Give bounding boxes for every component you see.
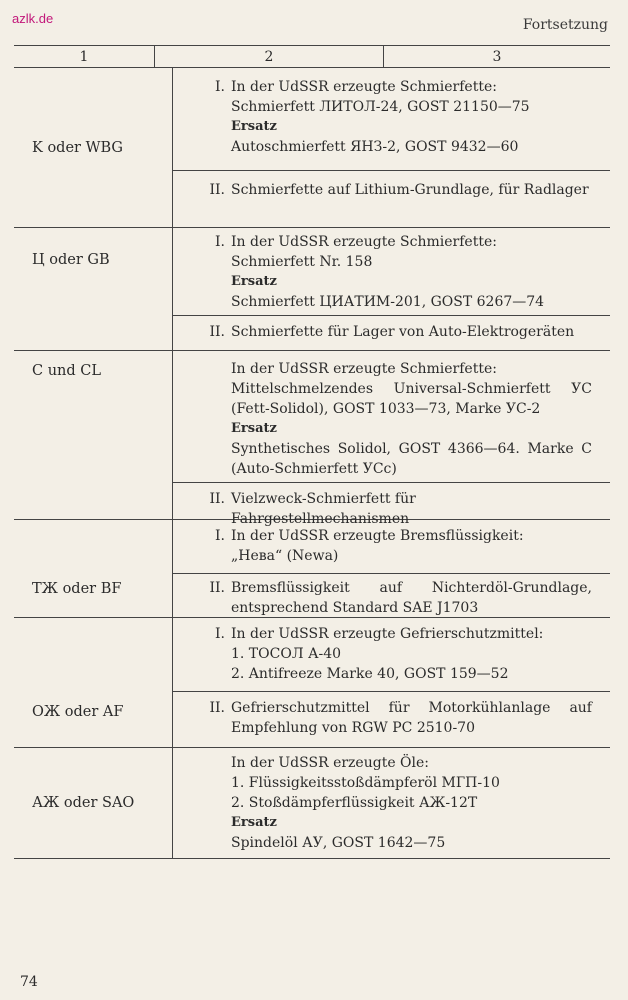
spec-item: [173, 351, 610, 482]
item-text: Schmierfett Nr. 158: [231, 254, 373, 270]
item-text: 2. Antifreeze Marke 40, GOST 159—52: [231, 666, 509, 682]
item-text: Schmierfett ЦИАТИМ-201, GOST 6267—74: [231, 294, 545, 310]
continuation-label: Fortsetzung: [522, 17, 608, 33]
code-cell: K oder WBG: [32, 139, 123, 156]
item-text: 1. ТОСОЛ А-40: [231, 646, 342, 662]
code-cell: Ц oder GB: [32, 252, 110, 268]
item-text: In der UdSSR erzeugte Schmierfette:: [231, 361, 497, 377]
column-header-3: 3: [383, 46, 610, 67]
table-row: [14, 228, 610, 351]
spec-item: [173, 315, 610, 347]
item-text: In der UdSSR erzeugte Bremsflüssigkeit:: [231, 528, 524, 544]
table-row: [14, 520, 610, 618]
item-text: In der UdSSR erzeugte Schmierfette:: [231, 234, 497, 250]
item-text: „Нева“ (Newa): [231, 548, 339, 564]
item-text: Mittelschmelzendes Universal-Schmierfett УС (Fett-Solidol), GOST 1033—73, Marke УС-2: [231, 381, 592, 417]
item-number: II.: [209, 580, 225, 596]
item-text: Autoschmierfett ЯНЗ-2, GOST 9432—60: [231, 139, 519, 155]
item-text: Gefrierschutzmittel für Motorkühlanlage auf Empfehlung von RGW PC 2510-70: [231, 700, 592, 736]
table-row: [14, 618, 610, 748]
item-text: Spindelöl АУ, GOST 1642—75: [231, 835, 446, 851]
item-text: Schmierfette auf Lithium-Grundlage, für Radlager: [231, 182, 589, 198]
item-text: 1. Flüssigkeitsstoßdämpferöl МГП-10: [231, 775, 500, 791]
item-number: I.: [215, 626, 225, 642]
item-text: In der UdSSR erzeugte Gefrierschutzmittel:: [231, 626, 544, 642]
item-number: I.: [215, 234, 225, 250]
item-text: Schmierfett ЛИТОЛ-24, GOST 21150—75: [231, 99, 530, 115]
substitute-label: Ersatz: [231, 119, 277, 134]
table-row: [14, 748, 610, 859]
item-number: II.: [209, 700, 225, 716]
spec-item: [173, 618, 610, 691]
lubricants-table: [14, 45, 610, 859]
item-number: [173, 359, 231, 379]
table-row: [14, 351, 610, 527]
item-text: Schmierfette für Lager von Auto-Elektrogeräten: [231, 324, 575, 340]
column-header-2: 2: [154, 46, 383, 67]
code-cell: ТЖ oder BF: [32, 580, 122, 597]
spec-item: [173, 520, 610, 573]
spec-item: [173, 748, 610, 858]
substitute-label: Ersatz: [231, 815, 277, 830]
spec-item: [173, 573, 610, 623]
substitute-label: Ersatz: [231, 421, 277, 436]
table-header: [14, 45, 610, 68]
table-row: [14, 68, 610, 228]
item-number: I.: [215, 79, 225, 95]
spec-item: [173, 691, 610, 743]
code-cell: C und CL: [32, 363, 101, 379]
column-header-1: 1: [79, 48, 89, 65]
item-number: [173, 753, 231, 773]
watermark: azlk.de: [12, 11, 54, 26]
spec-item: [173, 228, 610, 315]
item-text: In der UdSSR erzeugte Schmierfette:: [231, 79, 497, 95]
spec-item: [173, 68, 610, 170]
item-text: Synthetisches Solidol, GOST 4366—64. Marke C (Auto-Schmierfett УСс): [231, 441, 592, 477]
item-number: I.: [215, 528, 225, 544]
item-number: II.: [209, 324, 225, 340]
item-text: 2. Stoßdämpferflüssigkeit АЖ-12Т: [231, 795, 478, 811]
substitute-label: Ersatz: [231, 274, 277, 289]
code-cell: АЖ oder SAO: [32, 795, 135, 811]
item-number: II.: [209, 491, 225, 507]
page-number: 74: [20, 974, 38, 990]
item-text: Bremsflüssigkeit auf Nichterdöl-Grundlage, entsprechend Standard SAE J1703: [231, 580, 592, 616]
code-cell: ОЖ oder AF: [32, 703, 124, 720]
spec-item: [173, 170, 610, 205]
item-text: Vielzweck-Schmierfett für Fahrgestellmechanismen: [231, 491, 416, 527]
item-number: II.: [209, 182, 225, 198]
item-text: In der UdSSR erzeugte Öle:: [231, 755, 430, 771]
